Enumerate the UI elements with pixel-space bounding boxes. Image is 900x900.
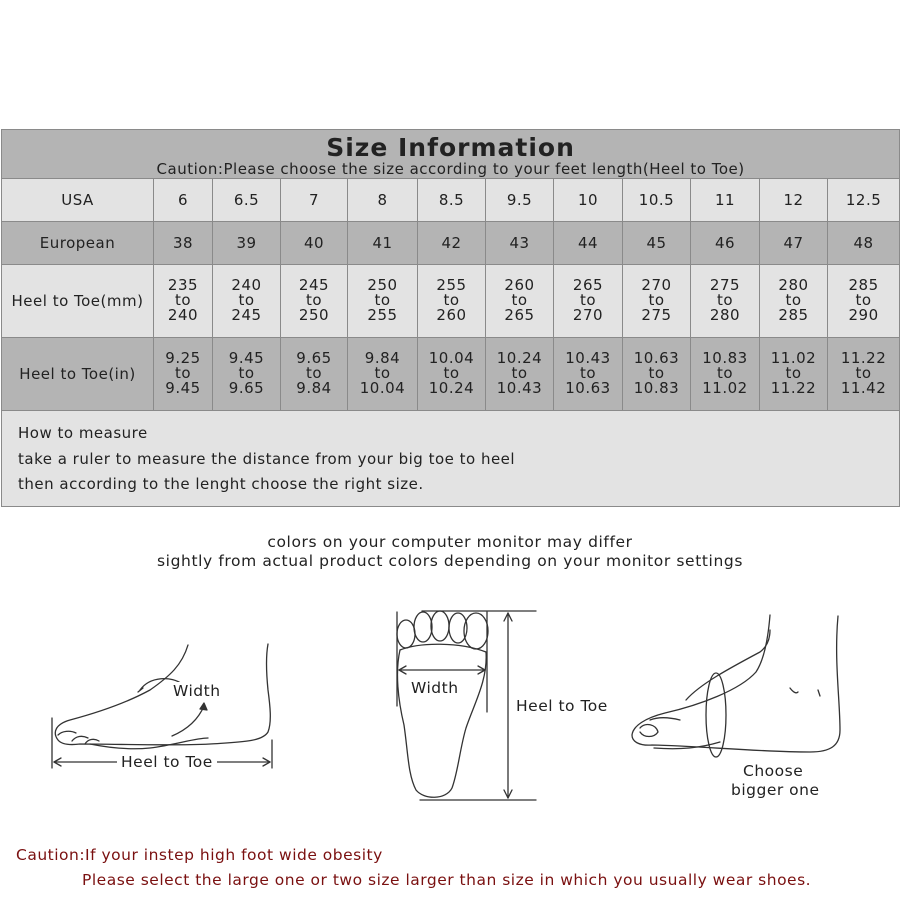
range-from: 9.25 (165, 349, 201, 367)
inch-label: Heel to Toe(in) (2, 338, 154, 411)
range-from: 10.63 (633, 349, 680, 367)
range-end: 275 (641, 306, 672, 324)
mm-label: Heel to Toe(mm) (2, 265, 154, 338)
range-to: to (174, 291, 192, 309)
sole-length-label: Heel to Toe (516, 697, 608, 715)
range-end: 240 (167, 306, 199, 324)
range-end: 10.83 (633, 379, 680, 397)
eu-size-cell: 47 (760, 222, 828, 265)
usa-label: USA (2, 179, 154, 222)
range-to: to (374, 364, 391, 382)
caution-line-2: Please select the large one or two size larger than size in which you usually wear shoes. (82, 871, 812, 889)
range-end: 10.43 (496, 379, 543, 397)
range-from: 250 (367, 276, 398, 294)
caution-line-1: Caution:If your instep high foot wide obesity (16, 846, 383, 864)
eu-size-cell: 43 (486, 222, 554, 265)
measure-heading: How to measure (18, 424, 148, 442)
range-end: 11.42 (840, 379, 887, 397)
side-length-label: Heel to Toe (117, 753, 217, 771)
eu-size-cell: 46 (691, 222, 760, 265)
range-end: 255 (367, 306, 398, 324)
measure-step-1: take a ruler to measure the distance from your big toe to heel (18, 449, 516, 468)
range-from: 9.84 (364, 349, 401, 367)
eu-size-cell: 42 (418, 222, 486, 265)
range-to: to (855, 291, 872, 309)
sole-width-label: Width (411, 679, 459, 697)
range-from: 235 (167, 276, 199, 294)
range-end: 9.65 (228, 379, 265, 397)
range-end: 10.24 (428, 379, 475, 397)
range-end: 290 (848, 306, 879, 324)
measure-step-2: then according to the lenght choose the right size. (18, 475, 424, 493)
monitor-note-line-1: colors on your computer monitor may differ (267, 533, 633, 551)
range-end: 10.04 (359, 379, 406, 397)
table-subtitle: Caution:Please choose the size according to your feet length(Heel to Toe) (156, 160, 745, 178)
range-to: to (238, 364, 255, 382)
range-to: to (716, 364, 734, 382)
range-from: 11.02 (770, 349, 817, 367)
instep-foot-icon (632, 615, 840, 757)
range-end: 9.45 (165, 379, 201, 397)
range-from: 10.24 (496, 349, 543, 367)
range-to: to (374, 291, 391, 309)
range-end: 11.22 (770, 379, 817, 397)
range-to: to (579, 291, 597, 309)
usa-size-cell: 6 (154, 179, 213, 222)
range-from: 275 (709, 276, 741, 294)
european-label: European (2, 222, 154, 265)
usa-size-cell: 7 (281, 179, 348, 222)
range-to: to (855, 364, 872, 382)
instep-label-choose: Choose (743, 762, 804, 780)
usa-size-cell: 6.5 (213, 179, 281, 222)
range-to: to (305, 291, 323, 309)
range-from: 10.04 (428, 349, 475, 367)
range-end: 11.02 (702, 379, 748, 397)
range-end: 260 (436, 306, 467, 324)
eu-size-cell: 48 (828, 222, 900, 265)
range-to: to (511, 364, 528, 382)
range-from: 10.43 (565, 349, 611, 367)
instep-label-bigger: bigger one (731, 781, 820, 799)
range-to: to (648, 364, 665, 382)
range-end: 245 (231, 306, 262, 324)
usa-size-cell: 8.5 (418, 179, 486, 222)
usa-size-cell: 10 (554, 179, 623, 222)
range-from: 240 (231, 276, 262, 294)
range-to: to (579, 364, 597, 382)
eu-size-cell: 38 (154, 222, 213, 265)
range-to: to (785, 291, 802, 309)
eu-size-cell: 40 (281, 222, 348, 265)
range-to: to (174, 364, 192, 382)
range-to: to (785, 364, 802, 382)
range-end: 250 (298, 306, 330, 324)
range-from: 245 (298, 276, 330, 294)
monitor-note-line-2: sightly from actual product colors depending on your monitor settings (157, 552, 743, 570)
range-to: to (305, 364, 323, 382)
range-from: 280 (778, 276, 809, 294)
eu-size-cell: 44 (554, 222, 623, 265)
table-title: Size Information (326, 133, 575, 162)
range-to: to (648, 291, 665, 309)
range-end: 285 (778, 306, 809, 324)
range-end: 10.63 (565, 379, 611, 397)
range-from: 9.45 (228, 349, 265, 367)
range-to: to (511, 291, 528, 309)
range-from: 285 (848, 276, 879, 294)
usa-size-cell: 8 (348, 179, 418, 222)
range-end: 9.84 (296, 379, 332, 397)
range-from: 260 (504, 276, 535, 294)
range-from: 255 (436, 276, 467, 294)
range-to: to (716, 291, 734, 309)
usa-size-cell: 10.5 (623, 179, 691, 222)
side-width-label: Width (173, 682, 221, 700)
usa-size-cell: 12.5 (828, 179, 900, 222)
range-end: 280 (709, 306, 741, 324)
range-end: 270 (572, 306, 604, 324)
eu-size-cell: 45 (623, 222, 691, 265)
range-from: 270 (641, 276, 672, 294)
range-to: to (238, 291, 255, 309)
range-to: to (443, 291, 460, 309)
range-from: 9.65 (296, 349, 332, 367)
eu-size-cell: 41 (348, 222, 418, 265)
range-from: 265 (572, 276, 604, 294)
range-end: 265 (504, 306, 535, 324)
usa-size-cell: 9.5 (486, 179, 554, 222)
usa-size-cell: 11 (691, 179, 760, 222)
usa-size-cell: 12 (760, 179, 828, 222)
eu-size-cell: 39 (213, 222, 281, 265)
side-foot-icon (52, 644, 272, 768)
range-from: 10.83 (702, 349, 748, 367)
range-from: 11.22 (840, 349, 887, 367)
range-to: to (443, 364, 460, 382)
